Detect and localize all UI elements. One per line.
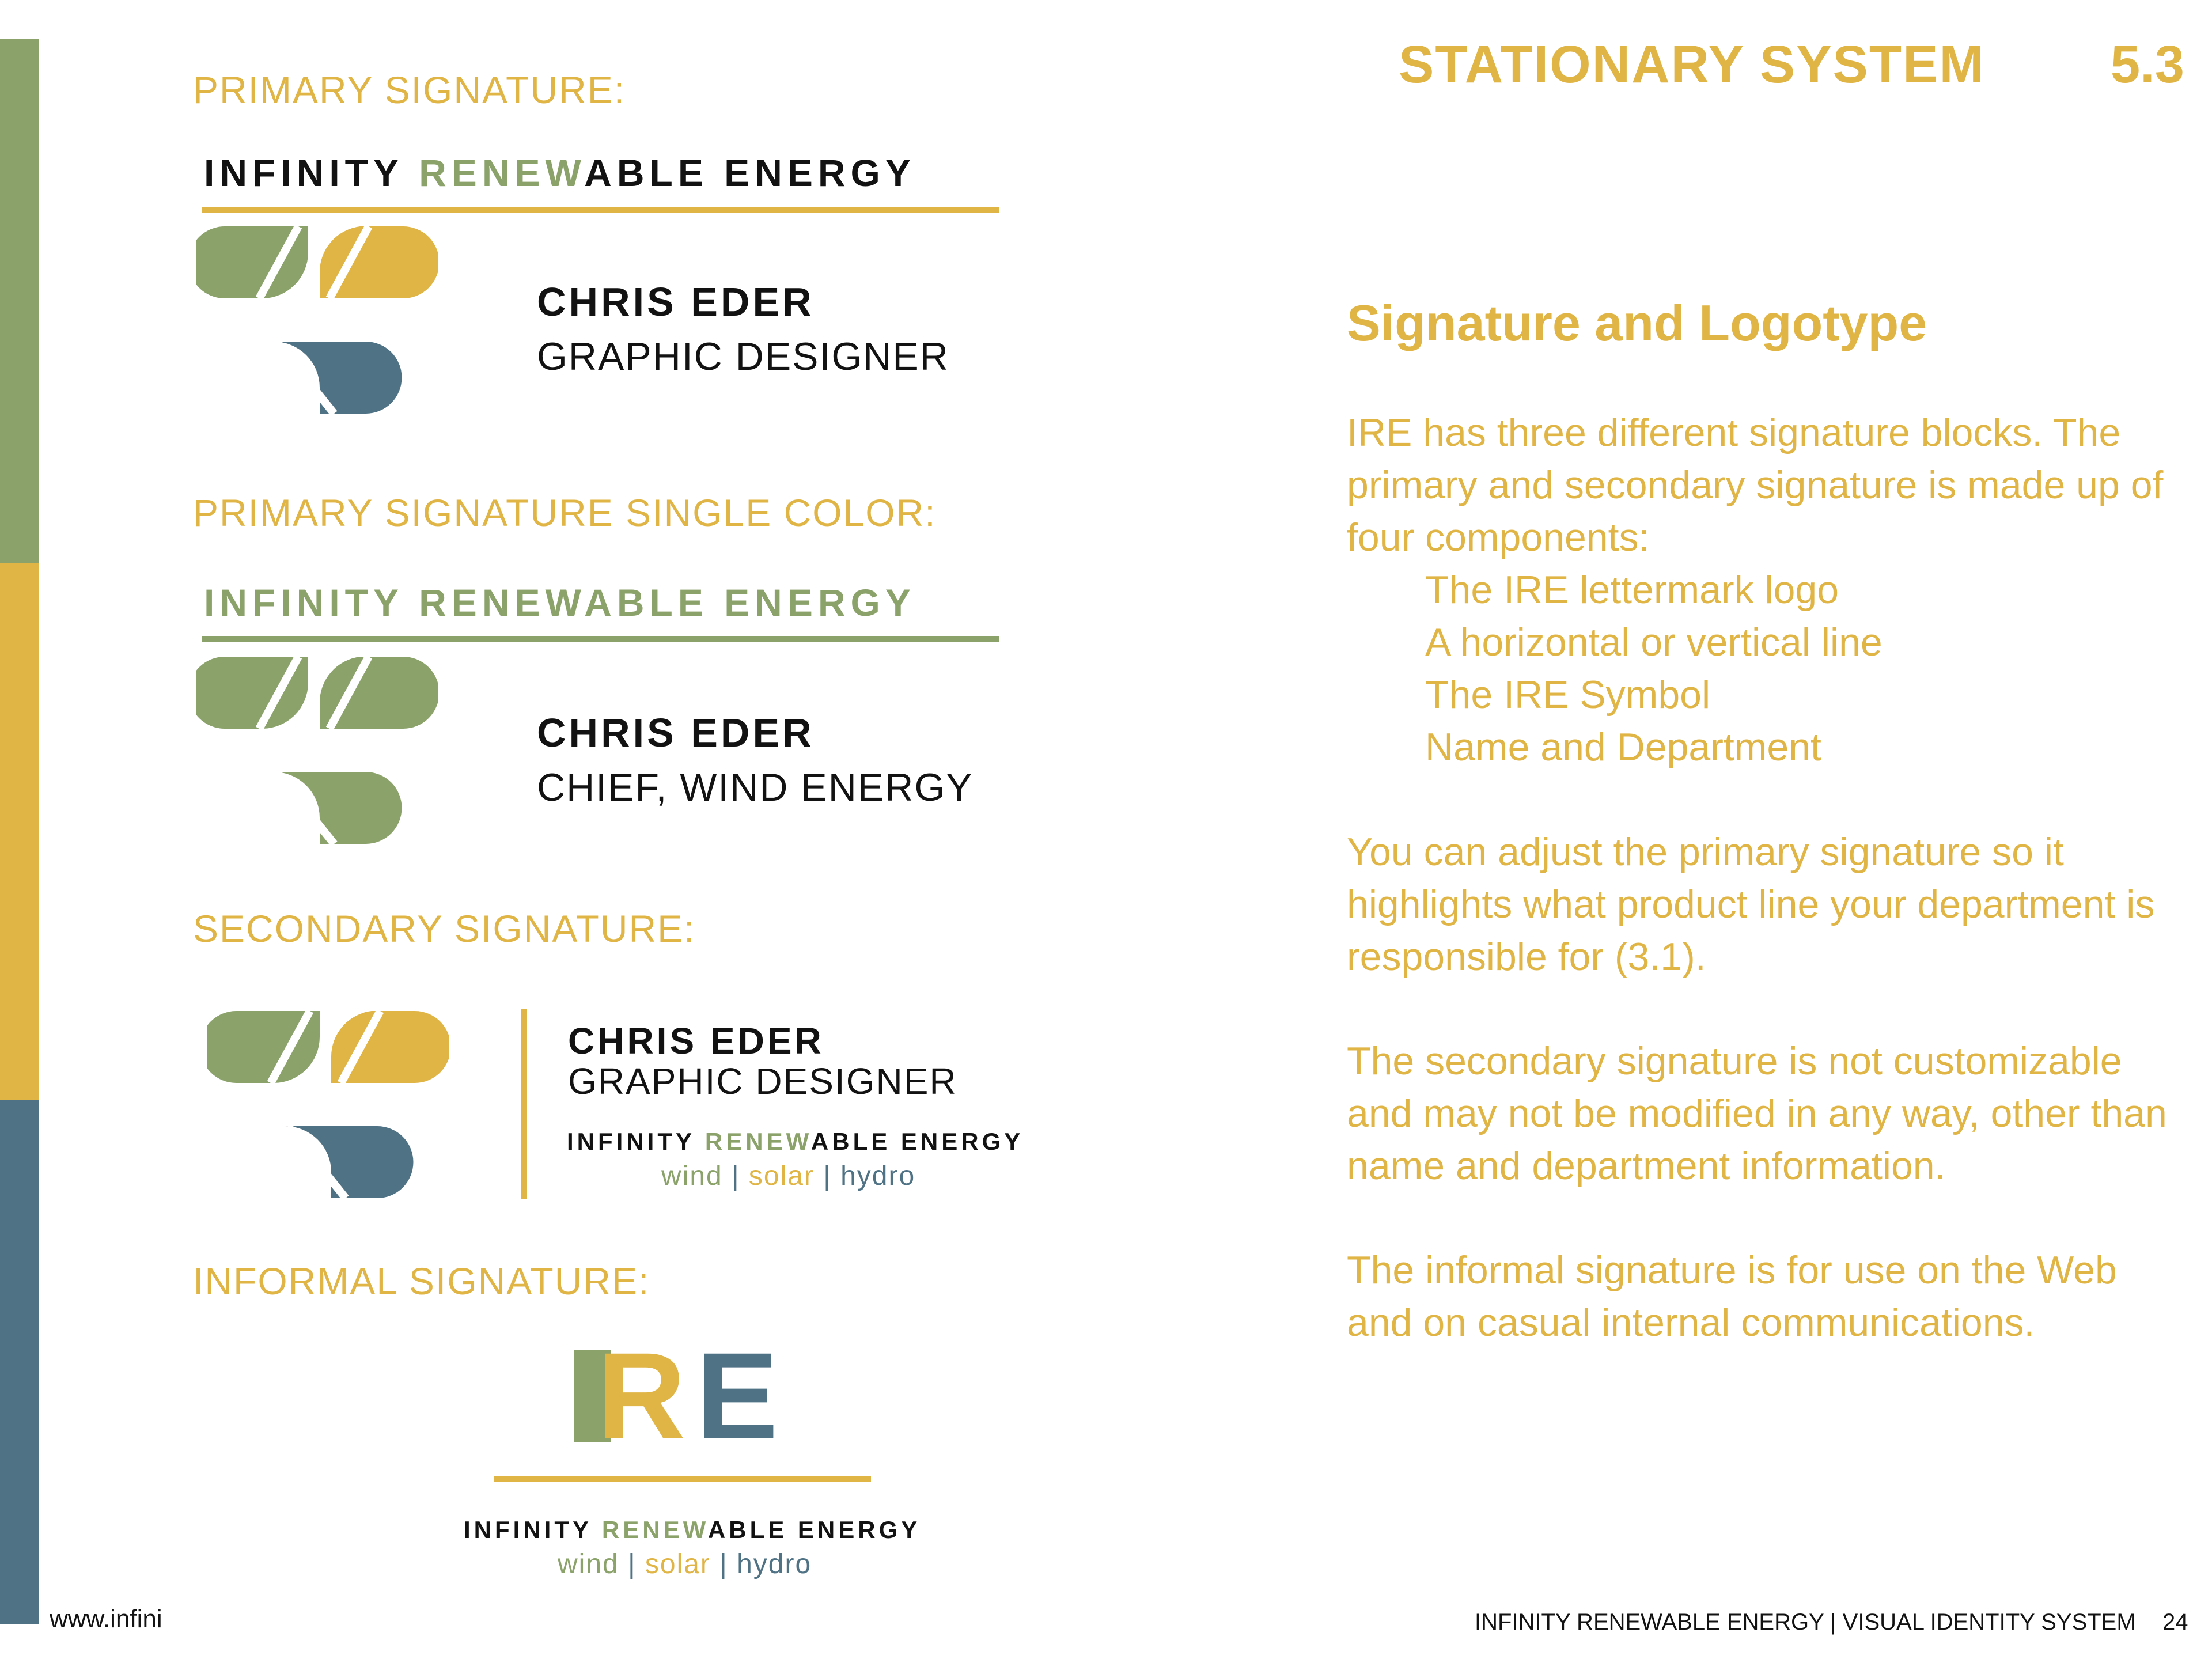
ire-symbol-icon xyxy=(196,654,438,850)
wordmark-part: INFINITY xyxy=(204,151,419,194)
component-item: The IRE lettermark logo xyxy=(1425,568,1839,612)
wordmark-part: INFINITY xyxy=(567,1128,705,1155)
wordmark xyxy=(567,1128,1024,1156)
lettermark-e: E xyxy=(696,1327,778,1465)
ire-symbol-icon xyxy=(207,1008,449,1204)
horizontal-rule xyxy=(494,1476,871,1482)
signer-role: GRAPHIC DESIGNER xyxy=(568,1060,957,1102)
wordmark-single-color: INFINITY RENEWABLE ENERGY xyxy=(204,581,916,624)
tagline-separator: | xyxy=(719,1549,728,1580)
informal-signature-label: INFORMAL SIGNATURE: xyxy=(193,1260,650,1302)
ire-lettermark-icon xyxy=(574,1327,793,1465)
signer-name: CHRIS EDER xyxy=(537,710,815,755)
paragraph-secondary: The secondary signature is not customizable and may not be modified in any way, other than name and department information. xyxy=(1347,1039,2167,1188)
footer-url[interactable]: www.infini xyxy=(50,1605,162,1633)
tagline xyxy=(661,1160,915,1192)
wordmark-part: RENEW xyxy=(419,151,585,194)
wordmark-part: INFINITY xyxy=(464,1516,602,1543)
horizontal-rule xyxy=(202,636,999,642)
wordmark-part: ABLE ENERGY xyxy=(584,151,916,194)
paragraph-informal: The informal signature is for use on the Web and on casual internal communications. xyxy=(1347,1248,2117,1344)
footer-title: INFINITY RENEWABLE ENERGY | VISUAL IDENTITY SYSTEM xyxy=(1475,1609,2136,1635)
component-item: The IRE Symbol xyxy=(1425,673,1711,717)
signer-role: CHIEF, WIND ENERGY xyxy=(537,766,974,809)
page-number: 24 xyxy=(2162,1609,2188,1635)
wordmark-part: ABLE ENERGY xyxy=(707,1516,921,1543)
wordmark-part: RENEW xyxy=(601,1516,708,1543)
ire-symbol-icon xyxy=(196,224,438,419)
section-heading: Signature and Logotype xyxy=(1347,294,1927,351)
tagline xyxy=(558,1548,812,1580)
primary-single-color-label: PRIMARY SIGNATURE SINGLE COLOR: xyxy=(193,491,937,534)
page-title: STATIONARY SYSTEM xyxy=(1399,35,1985,94)
wordmark-part: ABLE ENERGY xyxy=(810,1128,1024,1155)
sidebar-band-gold xyxy=(0,563,39,1100)
lettermark-r: R xyxy=(597,1327,681,1465)
tagline-hydro: hydro xyxy=(840,1161,916,1191)
tagline-hydro: hydro xyxy=(737,1549,812,1580)
paragraph-adjust: You can adjust the primary signature so it highlights what product line your department is responsible for (3.1). xyxy=(1347,830,2155,979)
signer-name: CHRIS EDER xyxy=(537,279,815,324)
wordmark xyxy=(204,151,916,195)
sidebar-band-green xyxy=(0,39,39,563)
wordmark xyxy=(464,1516,921,1544)
component-item: Name and Department xyxy=(1425,725,1821,769)
wordmark-part: RENEW xyxy=(704,1128,811,1155)
tagline-solar: solar xyxy=(645,1549,711,1580)
vertical-rule xyxy=(521,1009,527,1199)
section-number: 5.3 xyxy=(2111,35,2184,94)
signer-name: CHRIS EDER xyxy=(568,1020,824,1062)
intro-paragraph: IRE has three different signature blocks. The primary and secondary signature is made up of four components: xyxy=(1347,411,2164,559)
primary-signature-label: PRIMARY SIGNATURE: xyxy=(193,69,626,111)
tagline-wind: wind xyxy=(661,1161,723,1191)
component-item: A horizontal or vertical line xyxy=(1425,620,1883,664)
sidebar-band-blue xyxy=(0,1100,39,1624)
tagline-wind: wind xyxy=(558,1549,619,1580)
tagline-separator: | xyxy=(628,1549,637,1580)
tagline-separator: | xyxy=(823,1161,832,1191)
tagline-solar: solar xyxy=(748,1161,815,1191)
tagline-separator: | xyxy=(732,1161,740,1191)
horizontal-rule xyxy=(202,207,999,213)
secondary-signature-label: SECONDARY SIGNATURE: xyxy=(193,907,696,950)
signer-role: GRAPHIC DESIGNER xyxy=(537,335,949,378)
